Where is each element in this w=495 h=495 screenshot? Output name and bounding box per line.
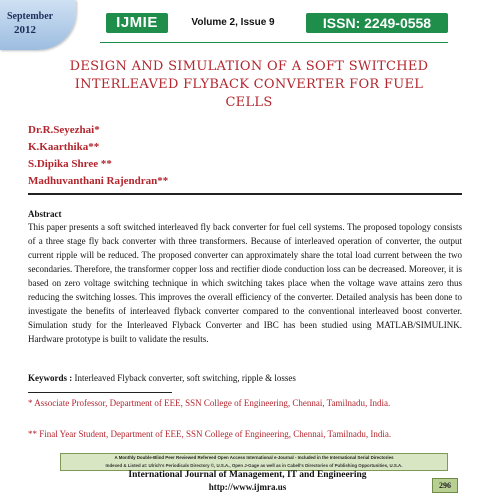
footnote-1: * Associate Professor, Department of EEE, SSN College of Engineering, Chennai, Tamilnadu, India.: [28, 398, 391, 408]
issue-month: September: [7, 11, 54, 22]
indexing-banner: [60, 453, 448, 471]
page-number: 296: [432, 478, 458, 493]
banner-line-2: Indexed & Listed at: Ulrich's Periodicals Directory ©, U.S.A., Open J-Gage as well as in Cabell's Directories of Publishing Opportunities, U.S.A.: [105, 462, 403, 468]
author-divider: [28, 193, 462, 195]
footnote-2: ** Final Year Student, Department of EEE, SSN College of Engineering, Chennai, Tamilnadu, India.: [28, 429, 392, 439]
journal-abbreviation: IJMIE: [106, 13, 168, 33]
author-4: Madhuvanthani Rajendran**: [28, 175, 169, 187]
abstract-body: This paper presents a soft switched interleaved fly back converter for fuel cell systems. The proposed topology consists of a three stage fly back converter with three transformers. Because of interleaved operation of converter, the output current ripple will be reduced. The proposed converter can approximately share the total load current between the two secondaries. Therefore, the transformer copper loss and rectifier diode conduction loss can be decreased. Moreover, it is based on zero voltage switching technique in which switching takes place when the voltage wave attains zero thus reducing the switching losses. This improves the overall efficiency of the converter. Detailed analysis has been done to investigate the benefits of interleaved flyback converter compared to the conventional interleaved boost converter. Simulation study for the Interleaved Flyback Converter and IBC has been studied using MATLAB/SIMULINK. Hardware prototype is built to validate the results.: [28, 222, 462, 344]
keywords-text: Interleaved Flyback converter, soft switching, ripple & losses: [72, 373, 296, 383]
volume-issue: Volume 2, Issue 9: [191, 17, 275, 28]
paper-title: DESIGN AND SIMULATION OF A SOFT SWITCHED INTERLEAVED FLYBACK CONVERTER FOR FUEL CELLS: [69, 59, 429, 110]
keywords: [28, 373, 462, 383]
keywords-label: Keywords :: [28, 373, 73, 383]
header-divider: [100, 42, 448, 43]
issn-badge: ISSN: 2249-0558: [306, 13, 448, 33]
journal-name: International Journal of Management, IT and Engineering: [128, 470, 367, 480]
journal-url[interactable]: http://www.ijmra.us: [208, 482, 287, 492]
abstract-heading: Abstract: [28, 209, 62, 219]
banner-line-1: A Monthly Double-Blind Peer Reviewed Refereed Open Access International e-Journal - Included in the International Serial Directories: [114, 455, 394, 460]
date-badge: [0, 0, 76, 50]
author-2: K.Kaarthika**: [28, 141, 100, 153]
issue-year: 2012: [14, 24, 36, 36]
author-1: Dr.R.Seyezhai*: [28, 124, 100, 136]
author-3: S.Dipika Shree **: [28, 158, 112, 170]
footnote-divider: [28, 392, 172, 393]
